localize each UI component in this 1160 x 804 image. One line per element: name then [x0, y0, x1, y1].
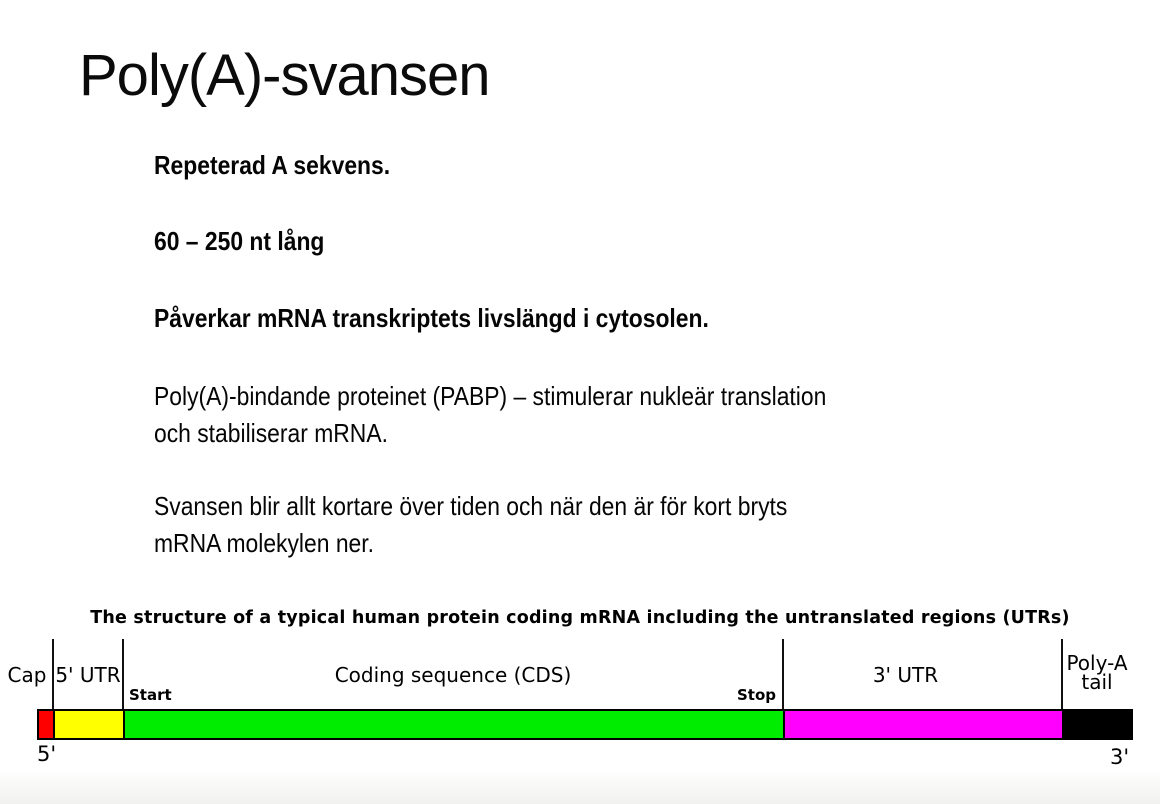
- bar-segment-cds: [125, 711, 783, 738]
- diagram-title: The structure of a typical human protein coding mRNA including the untranslated regions (UTRs): [90, 608, 1070, 628]
- label-poly-a-line2: tail: [1081, 670, 1113, 694]
- label-cap: Cap: [7, 663, 47, 687]
- bar-segment-cap: [39, 711, 53, 738]
- paragraph-length: 60 – 250 nt lång: [154, 226, 325, 256]
- paragraph-shortening-line2: mRNA molekylen ner.: [154, 528, 374, 558]
- mrna-bar: [37, 709, 1133, 740]
- label-start-codon: Start: [129, 686, 172, 704]
- label-3-utr: 3' UTR: [872, 663, 939, 687]
- page-title: Poly(A)-svansen: [79, 43, 490, 108]
- label-5-prime-end: 5': [37, 742, 57, 766]
- bar-segment-poly-a-tail: [1064, 711, 1131, 738]
- paragraph-shortening-line1: Svansen blir allt kortare över tiden och när den är för kort bryts: [154, 491, 788, 521]
- bar-segment-5-utr: [55, 711, 123, 738]
- label-3-prime-end: 3': [1110, 745, 1130, 769]
- paragraph-pabp-line1: Poly(A)-bindande proteinet (PABP) – stimulerar nukleär translation: [154, 381, 827, 411]
- label-5-utr: 5' UTR: [55, 663, 121, 687]
- paragraph-lifespan: Påverkar mRNA transkriptets livslängd i cytosolen.: [154, 303, 709, 333]
- paragraph-pabp-line2: och stabiliserar mRNA.: [154, 418, 388, 448]
- label-stop-codon: Stop: [736, 686, 776, 704]
- paragraph-repeated-a: Repeterad A sekvens.: [154, 150, 391, 180]
- label-cds: Coding sequence (CDS): [334, 663, 572, 687]
- label-poly-a-line1: Poly-A: [1066, 651, 1128, 675]
- label-poly-a-tail: [1060, 651, 1134, 694]
- bottom-edge-strip: [0, 770, 1160, 804]
- bar-segment-3-utr: [785, 711, 1062, 738]
